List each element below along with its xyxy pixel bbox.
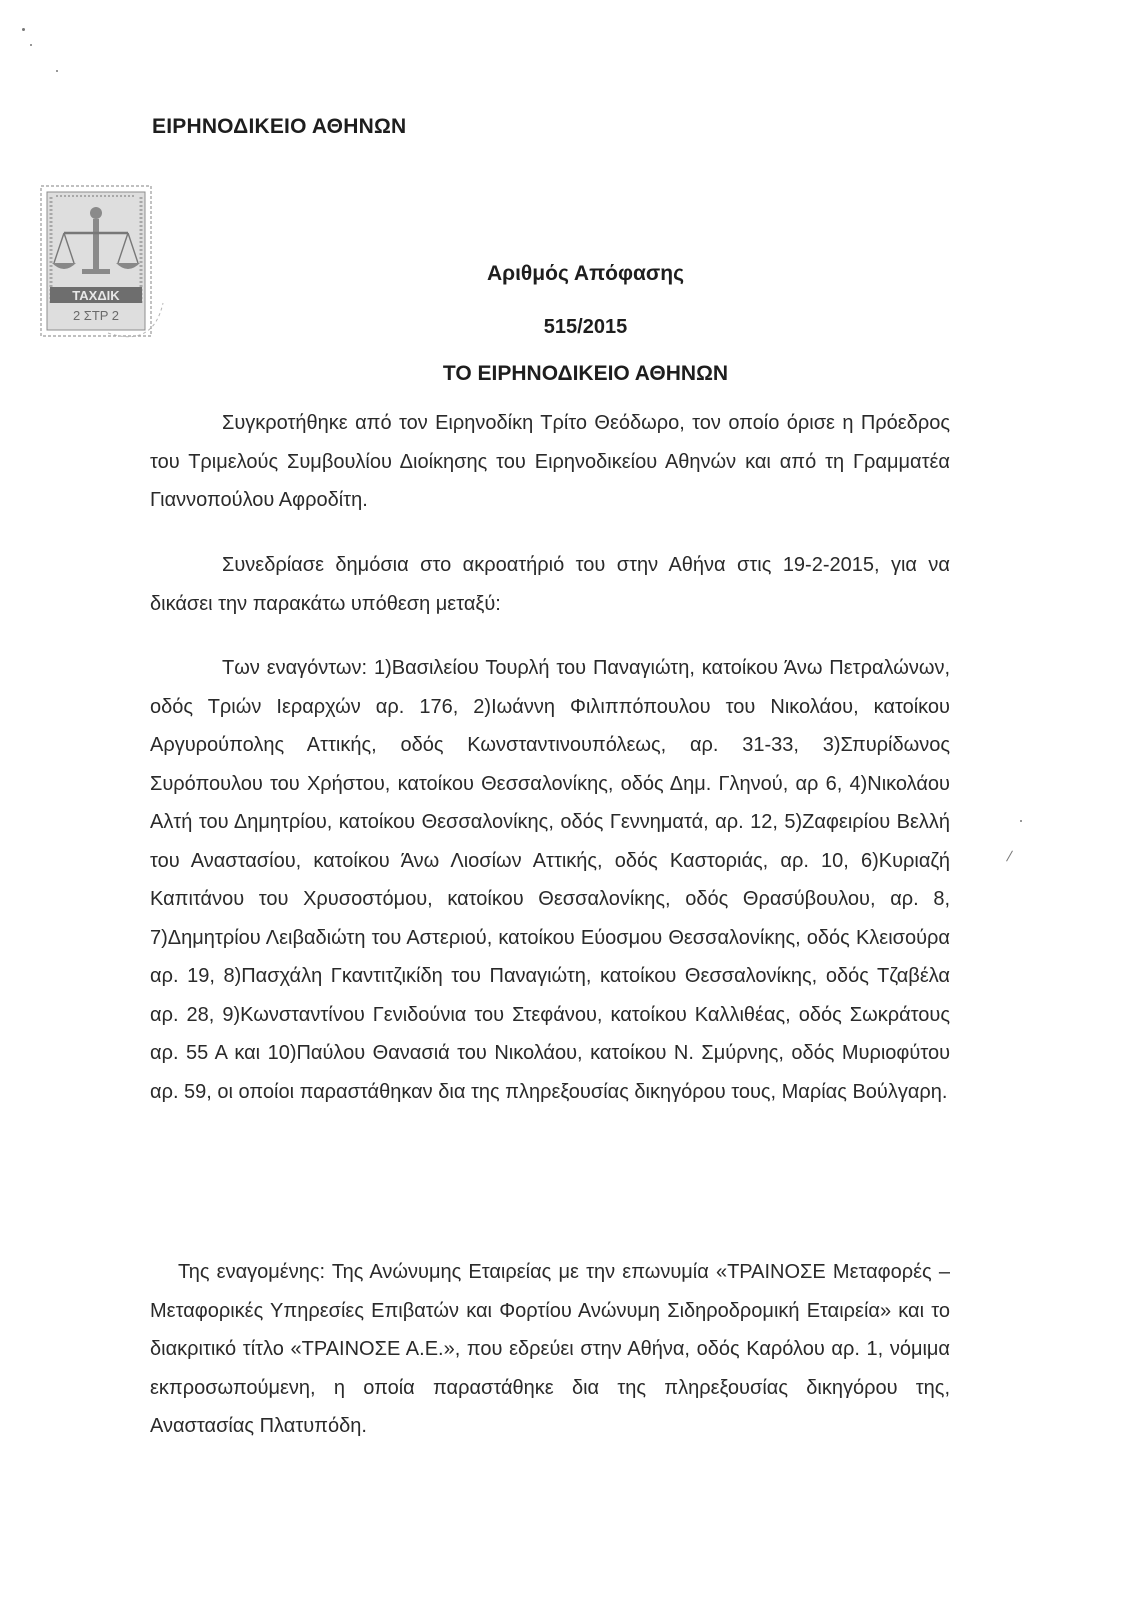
scan-speck <box>56 70 58 72</box>
stamp-code: 2 ΣΤΡ 2 <box>72 308 120 323</box>
decision-number: 515/2015 <box>543 316 628 338</box>
court-header: ΕΙΡΗΝΟΔΙΚΕΙΟ ΑΘΗΝΩΝ <box>152 115 407 138</box>
composition-paragraph: Συγκροτήθηκε από τον Ειρηνοδίκη Τρίτο Θεόδωρο, τον οποίο όρισε η Πρόεδρος του Τριμελούς Συμβουλίου Διοίκησης του Ειρηνοδικείου Αθηνών και από τη Γραμματέα Γιαννοπούλου Αφροδίτη. <box>150 412 950 511</box>
scan-speck <box>1006 851 1013 862</box>
scan-speck <box>22 28 25 31</box>
stamp-text: ΤΑΧΔΙΚ <box>72 288 120 303</box>
decision-label: Αριθμός Απόφασης <box>486 262 685 285</box>
scan-speck <box>30 44 32 46</box>
session-paragraph: Συνεδρίασε δημόσια στο ακροατήριό του στην Αθήνα στις 19-2-2015, για να δικάσει την παρακάτω υπόθεση μεταξύ: <box>150 554 950 615</box>
scan-speck <box>1020 820 1022 822</box>
defendant-paragraph: Της εναγομένης: Της Ανώνυμης Εταιρείας με την επωνυμία «ΤΡΑΙΝΟΣΕ Μεταφορές – Μεταφορικές Υπηρεσίες Επιβατών και Φορτίου Ανώνυμη Σιδηροδρομική Εταιρεία» και το διακριτικό τίτλο «ΤΡΑΙΝΟΣΕ Α.Ε.», που εδρεύει στην Αθήνα, οδός Καρόλου αρ. 1, νόμιμα εκπροσωπούμενη, η οποία παραστάθηκε δια της πληρεξουσίας δικηγόρου της, Αναστασίας Πλατυπόδη. <box>150 1261 950 1437</box>
plaintiffs-paragraph: Των εναγόντων: 1)Βασιλείου Τουρλή του Παναγιώτη, κατοίκου Άνω Πετραλώνων, οδός Τριών Ιεραρχών αρ. 176, 2)Ιωάννη Φιλιππόπουλου του Νικολάου, κατοίκου Αργυρούπολης Αττικής, οδός Κωνσταντινουπόλεως, αρ. 31-33, 3)Σπυρίδωνος Συρόπουλου του Χρήστου, κατοίκου Θεσσαλονίκης, οδός Δημ. Γληνού, αρ 6, 4)Νικολάου Αλτή του Δημητρίου, κατοίκου Θεσσαλονίκης, οδός Γεννηματά, αρ. 12, 5)Ζαφειρίου Βελλή του Αναστασίου, κατοίκου Άνω Λιοσίων Αττικής, οδός Καστοριάς, αρ. 10, 6)Κυριαζή Καπιτάνου του Χρυσοστόμου, κατοίκου Θεσσαλονίκης, οδός Θρασύβουλου, αρ. 8, 7)Δημητρίου Λειβαδιώτη του Αστεριού, κατοίκου Εύοσμου Θεσσαλονίκης, οδός Κλεισούρα αρ. 19, 8)Πασχάλη Γκαντιτζικίδη του Παναγιώτη, κατοίκου Θεσσαλονίκης, οδός Τζαβέλα αρ. 28, 9)Κωνσταντίνου Γενιδούνια του Στεφάνου, κατοίκου Καλλιθέας, οδός Σωκράτους αρ. 55 Α και 10)Παύλου Θανασιά του Νικολάου, κατοίκου Ν. Σμύρνης, οδός Μυριοφύτου αρ. 59, οι οποίοι παραστάθηκαν δια της πληρεξουσίας δικηγόρου τους, Μαρίας Βούλγαρη. <box>150 657 950 1103</box>
court-title: ΤΟ ΕΙΡΗΝΟΔΙΚΕΙΟ ΑΘΗΝΩΝ <box>442 362 729 385</box>
